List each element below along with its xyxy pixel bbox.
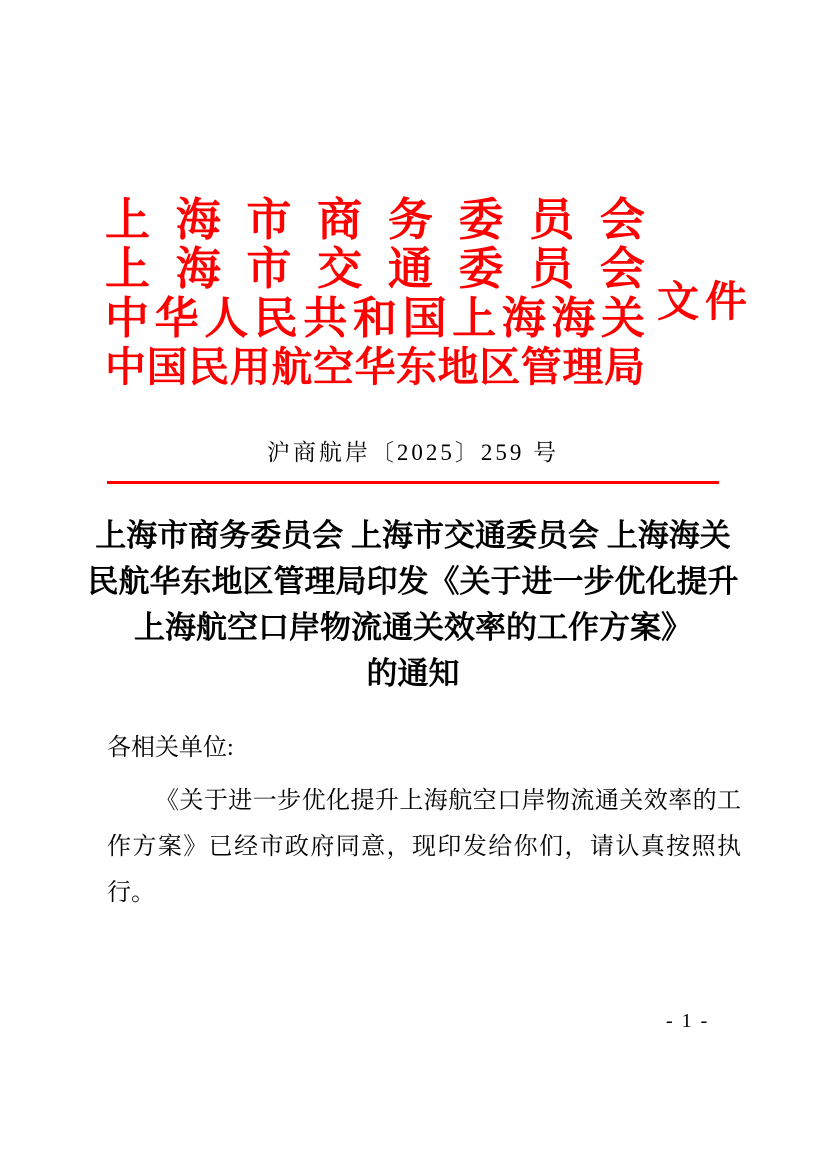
org-name-caac-east-china: 中 国 民 用 航 空 华 东 地 区 管 理 局 xyxy=(105,344,645,390)
document-body xyxy=(107,732,741,916)
title-line-4: 的通知 xyxy=(366,656,460,691)
document-type-label: 文件 xyxy=(657,280,754,326)
issuing-organizations xyxy=(105,196,645,392)
document-title xyxy=(0,513,826,697)
body-paragraph: 《关于进一步优化提升上海航空口岸物流通关效率的工作方案》已经市政府同意，现印发给你们，请认真按照执行。 xyxy=(107,788,741,906)
title-line-2: 民航华东地区管理局印发《关于进一步优化提升 xyxy=(87,564,739,599)
letterhead xyxy=(105,196,753,392)
page-number: - 1 - xyxy=(666,1010,710,1032)
document-number: 沪商航岸〔2025〕259 号 xyxy=(266,440,560,465)
title-line-1: 上海市商务委员会 上海市交通委员会 上海海关 xyxy=(95,518,731,553)
title-line-3: 上海航空口岸物流通关效率的工作方案》 xyxy=(134,610,692,645)
org-name-shangwu-commission: 上 海 市 商 务 委 员 会 xyxy=(105,195,645,245)
org-name-shanghai-customs: 中 华 人 民 共 和 国 上 海 海 关 xyxy=(105,294,645,343)
red-divider-line xyxy=(107,481,719,484)
salutation: 各相关单位: xyxy=(107,735,234,761)
org-name-jiaotong-commission: 上 海 市 交 通 委 员 会 xyxy=(105,244,645,294)
